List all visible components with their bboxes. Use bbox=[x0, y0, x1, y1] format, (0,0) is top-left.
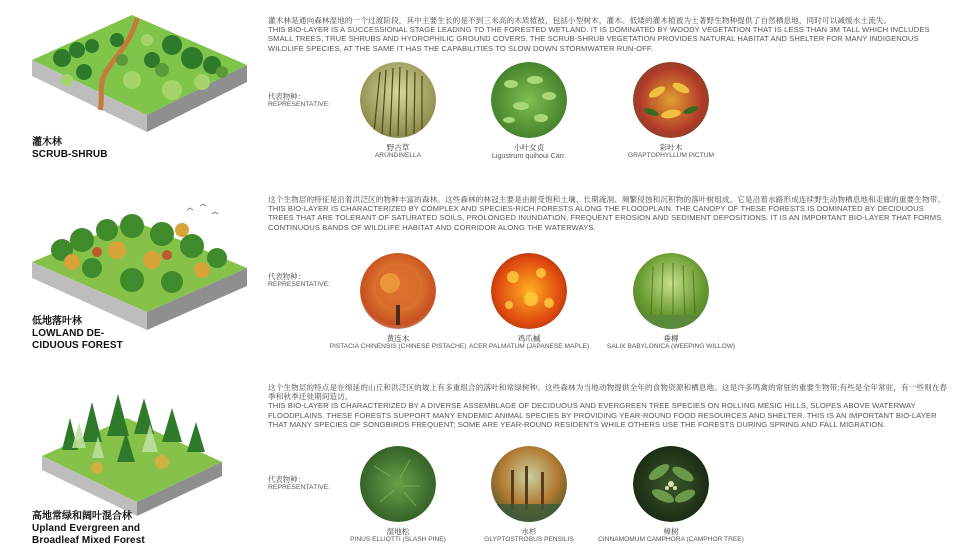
species-name-en: PISTACIA CHINENSIS (CHINESE PISTACHE) bbox=[329, 343, 467, 350]
species-name-cn: 樟树 bbox=[663, 527, 679, 536]
description-en: THIS BIO-LAYER IS CHARACTERIZED BY A DIVERSE ASSEMBLAGE OF DECIDUOUS AND EVERGREEN TREE SPECIES ON ROLLING MESIC HILLS, SLOPES ABOVE WATERWAY FLOODPLAINS. THESE FORESTS SUPPORT MANY ENDEMIC ANIMAL SPECIES BY PROVIDING YEAR-ROUND FOOD RESOURCES AND SHELTER. THIS IS AN IMPORTANT BIO-LAYER THAT MANY SPECIES OF SONGBIRDS FREQUENT; SOME ARE YEAR-ROUND RESIDENTS WHILE OTHERS USE THE FORESTS DURING SPRING AND FALL MIGRATION. bbox=[268, 401, 937, 429]
species-name-cn: 水杉 bbox=[521, 527, 537, 536]
species-photo-graptophyllum bbox=[633, 62, 709, 138]
description-en: THIS BIO-LAYER IS CHARACTERIZED BY COMPLEX AND SPECIES-RICH FORESTS ALONG THE FLOODPLAIN. THE CANOPY OF THESE FORESTS IS DOMINATED BY DECIDUOUS TREES THAT ARE TOLERANT OF SATURATED SOILS, PROLONGED INUNDATION, FREQUENT EROSION AND SEDIMENT DEPOSITIONS. IT IS AN IMPORTANT BIO-LAYER THAT FORMS CONTINUOUS BANDS OF WILDLIFE HABITAT AND CORRIDOR ALONG THE WATERWAYS. bbox=[268, 204, 942, 232]
species-photo-salix bbox=[633, 253, 709, 329]
species-name-en: ACER PALMATUM (JAPANESE MAPLE) bbox=[468, 343, 590, 350]
scrub-shrub-diagram bbox=[22, 10, 252, 140]
description-en: THIS BIO-LAYER IS A SUCCESSIONAL STAGE LEADING TO THE FORESTED WETLAND. IT IS DOMINATED BY WOODY VEGETATION THAT IS LESS THAN 3M TALL WHICH INCLUDES SMALL TREES, TRUE SHRUBS AND HYDROPHILIC GROUND COVERS. THE SCRUB-SHRUB VEGETATION PROVIDES NATURAL HABITAT AND SHELTER FOR MANY INDIGENOUS WILDLIFE SPECIES, AT THE SAME IT HAS THE CAPABILITIES TO SLOW DOWN STORMWATER RUN-OFF. bbox=[268, 25, 930, 53]
layer-title-cn: 低地落叶林 bbox=[32, 316, 82, 327]
species-name-en: GRAPTOPHYLLUM PICTUM bbox=[628, 152, 714, 159]
species-card bbox=[454, 253, 604, 351]
species-card bbox=[323, 62, 473, 160]
layer-section-scrub-shrub bbox=[0, 0, 960, 180]
layer-description bbox=[268, 195, 948, 232]
species-name-cn: 鸡爪槭 bbox=[517, 334, 541, 343]
layer-title-en: Upland Evergreen and Broadleaf Mixed Forest bbox=[32, 523, 145, 546]
upland-forest-diagram bbox=[22, 378, 252, 518]
layer-description bbox=[268, 16, 948, 53]
species-name-en: PINUS ELLIOTTI (SLASH PINE) bbox=[350, 536, 446, 543]
layer-title-cn: 高地常绿和阔叶混合林 bbox=[32, 511, 132, 522]
layer-title bbox=[32, 511, 145, 547]
representative-label bbox=[268, 93, 330, 110]
description-cn: 这个生物层的特点是在绵延的山丘和洪泛区的坡上有多重组合的落叶和常绿树种。这些森林为当地动物提供全年的食物资源和栖息地。这是许多鸣禽的常驻的重要生物带;有些是全年常驻，有一些则在春季和秋季迁徙期间造访。 bbox=[268, 383, 948, 402]
species-name-cn: 黄连木 bbox=[386, 334, 410, 343]
species-card bbox=[596, 62, 746, 160]
species-photo-pinus bbox=[360, 446, 436, 522]
species-name-en: SALIX BABYLONICA (WEEPING WILLOW) bbox=[606, 343, 736, 350]
species-name-cn: 小叶女贞 bbox=[513, 143, 545, 152]
species-card bbox=[596, 253, 746, 351]
species-photo-pistacia bbox=[360, 253, 436, 329]
description-cn: 这个生物层的特征是沿着洪泛区的物种丰富的森林。这些森林的林冠主要是由耐受饱和土壤、长期淹洞、频繁侵蚀和沉积物的落叶树组成。它是沿着水路形成连续野生动物栖息地和走廊的重要生物带。 bbox=[268, 195, 946, 204]
species-card bbox=[454, 62, 604, 160]
species-photo-cinnamomum bbox=[633, 446, 709, 522]
representative-label-cn: 代表物种： bbox=[268, 92, 305, 101]
representative-label bbox=[268, 476, 330, 493]
species-card bbox=[323, 253, 473, 351]
species-photo-arundinella bbox=[360, 62, 436, 138]
layer-section-upland-mixed bbox=[0, 370, 960, 559]
species-card bbox=[596, 446, 746, 544]
species-photo-ligustrum bbox=[491, 62, 567, 138]
representative-label-en: REPRESENTATIVE: bbox=[268, 101, 331, 109]
species-name-en: GLYPTOSTROBUS PENSILIS bbox=[484, 536, 574, 543]
species-name-en: CINNAMOMUM CAMPHORA (CAMPHOR TREE) bbox=[598, 536, 744, 543]
layer-title bbox=[32, 137, 108, 161]
representative-label bbox=[268, 273, 330, 290]
description-cn: 灌木林是通向森林湿地的一个过渡阶段，其中主要生长的是不到三米高的木质植被，包括小型树木，灌木。低矮的灌木植被为土著野生物种提供了自然栖息地，同时可以减缓水土流失。 bbox=[268, 16, 892, 25]
representative-label-cn: 代表物种： bbox=[268, 272, 305, 281]
species-photo-glyptostrobus bbox=[491, 446, 567, 522]
layer-section-lowland-deciduous bbox=[0, 180, 960, 370]
species-name-cn: 垂柳 bbox=[663, 334, 679, 343]
species-photo-acer bbox=[491, 253, 567, 329]
species-card bbox=[323, 446, 473, 544]
layer-title bbox=[32, 316, 123, 352]
layer-description bbox=[268, 383, 948, 429]
species-name-en: Ligustrum quihoui Carr. bbox=[491, 151, 567, 160]
species-name-cn: 湿地松 bbox=[386, 527, 410, 536]
representative-label-en: REPRESENTATIVE: bbox=[268, 484, 331, 492]
layer-title-en: LOWLAND DE- CIDUOUS FOREST bbox=[32, 328, 123, 351]
species-card bbox=[454, 446, 604, 544]
species-name-cn: 彩叶木 bbox=[659, 143, 683, 152]
representative-label-cn: 代表物种： bbox=[268, 475, 305, 484]
layer-title-en: SCRUB-SHRUB bbox=[32, 149, 108, 160]
layer-title-cn: 灌木林 bbox=[32, 137, 62, 148]
species-name-en: ARUNDINELLA bbox=[374, 152, 422, 159]
species-name-cn: 野古草 bbox=[386, 143, 410, 152]
representative-label-en: REPRESENTATIVE: bbox=[268, 281, 331, 289]
